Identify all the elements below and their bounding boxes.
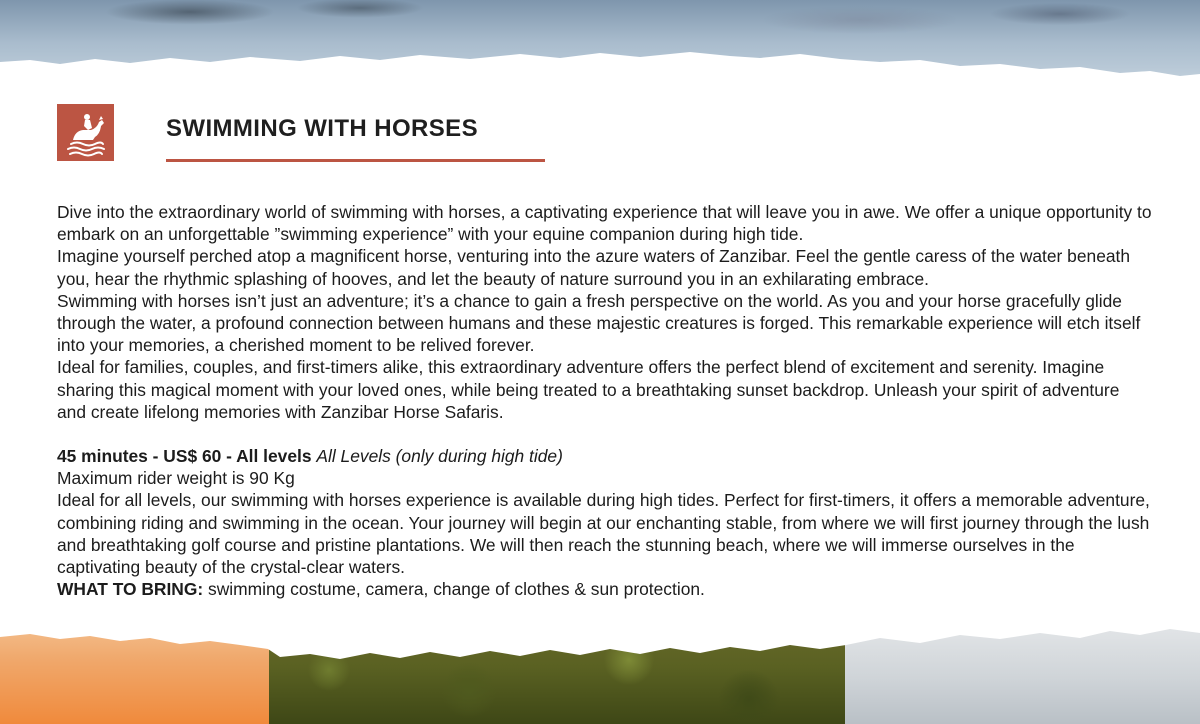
summary-duration-price: 45 minutes - US$ 60 - All levels bbox=[57, 446, 312, 467]
what-to-bring-text: swimming costume, camera, change of clothes & sun protection. bbox=[203, 579, 705, 600]
imagine-paragraph: Imagine yourself perched atop a magnificent horse, venturing into the azure waters of Zanzibar. Feel the gentle caress of the water beneath you, hear the rhythmic splashing of hooves, and let the beauty of nature surround you in an exhilarating embrace. bbox=[57, 246, 1131, 289]
content-body bbox=[57, 201, 1152, 600]
title-underline bbox=[166, 159, 545, 162]
adventure-paragraph: Swimming with horses isn’t just an adventure; it’s a chance to gain a fresh perspective on the world. As you and your horse gracefully glide through the water, a profound connection between humans and these majestic creatures is forged. This remarkable experience will etch itself into your memories, a cherished moment to be relived forever. bbox=[57, 290, 1141, 356]
torn-paper-edge-top bbox=[0, 40, 1200, 100]
experience-description: Ideal for all levels, our swimming with horses experience is available during high tides. Perfect for first-timers, it offers a memorable adventure, combining riding and swimming in the ocean. Your journey will begin at our enchanting stable, from where we will first journey through the lush and breathtaking golf course and pristine plantations. We will then reach the stunning beach, where we will immerse ourselves in the captivating beauty of the crystal-clear waters. bbox=[57, 490, 1150, 578]
page-title: SWIMMING WITH HORSES bbox=[166, 115, 478, 142]
summary-line bbox=[57, 445, 1152, 467]
horse-swimming-icon bbox=[57, 104, 114, 161]
what-to-bring-label: WHAT TO BRING: bbox=[57, 579, 204, 600]
intro-paragraph: Dive into the extraordinary world of swimming with horses, a captivating experience that will leave you in awe. We offer a unique opportunity to embark on an unforgettable ”swimming experience” with your equine companion during high tide. bbox=[57, 202, 1152, 245]
weight-limit: Maximum rider weight is 90 Kg bbox=[57, 468, 295, 489]
ideal-paragraph: Ideal for families, couples, and first-timers alike, this extraordinary adventure offers the perfect blend of excitement and serenity. Imagine sharing this magical moment with your loved ones, while being treated to a breathtaking sunset backdrop. Unleash your spirit of adventure and create lifelong memories with Zanzibar Horse Safaris. bbox=[57, 357, 1120, 422]
summary-level-note: All Levels (only during high tide) bbox=[316, 446, 563, 467]
spacer bbox=[57, 423, 1152, 445]
what-to-bring-line bbox=[57, 578, 1152, 600]
torn-paper-edge-bottom bbox=[0, 605, 1200, 665]
